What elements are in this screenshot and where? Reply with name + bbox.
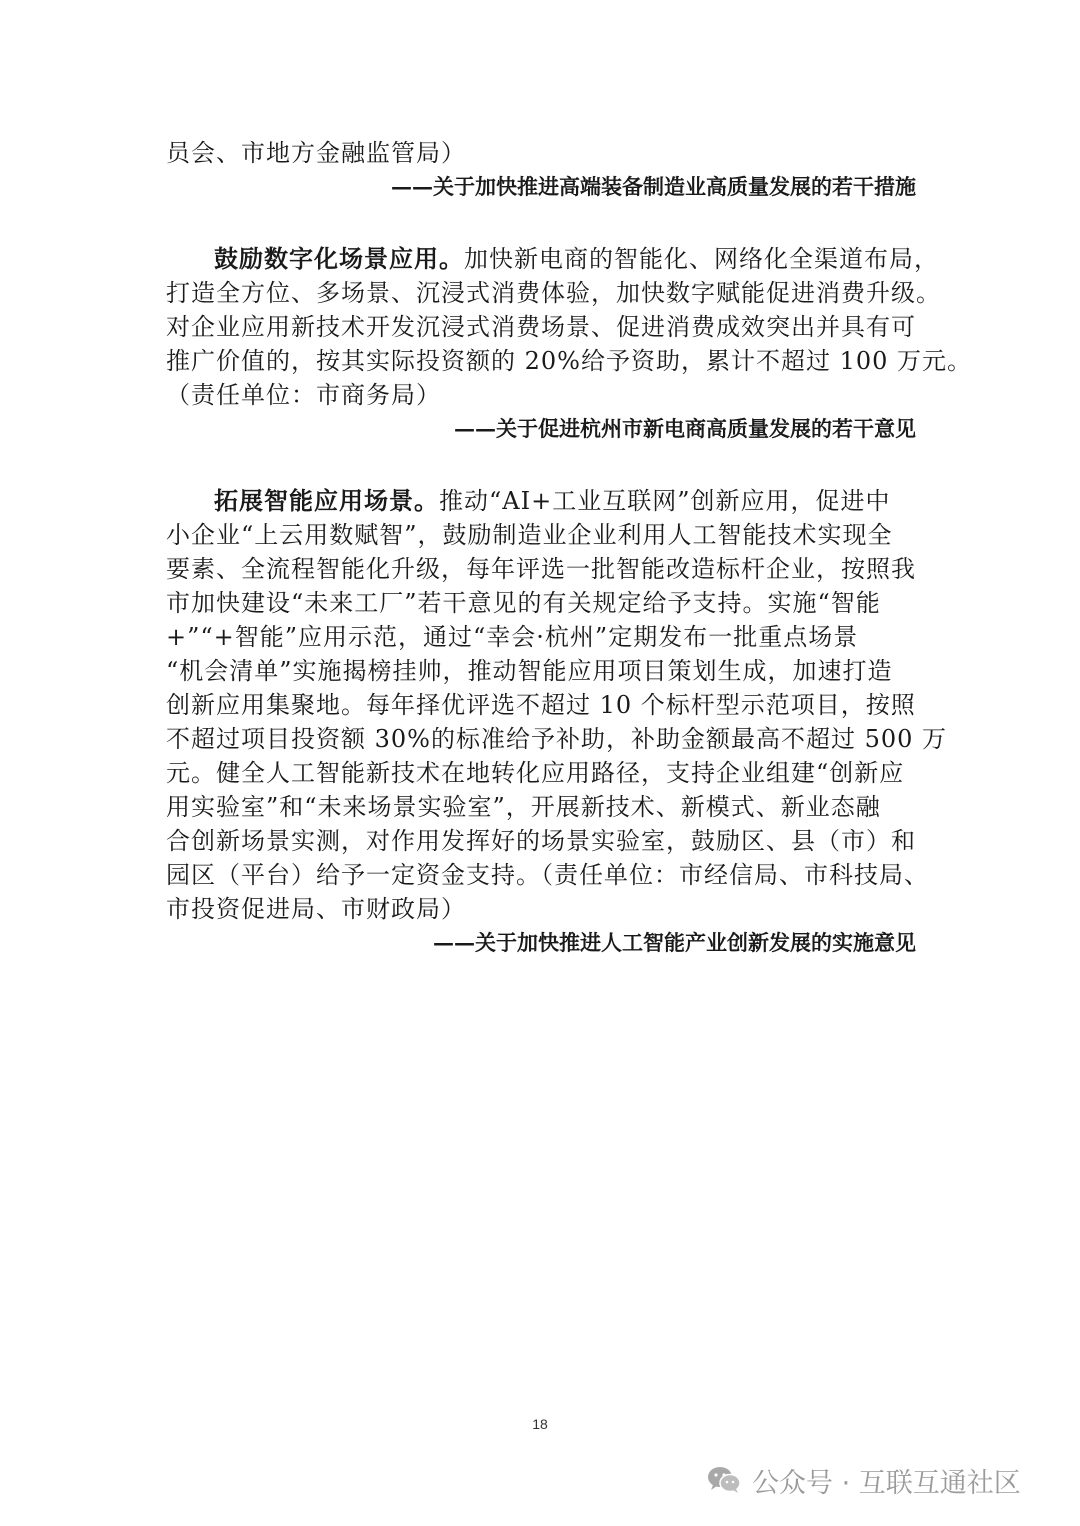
source-citation: ——关于加快推进人工智能产业创新发展的实施意见 bbox=[433, 930, 916, 955]
paragraph-continuation bbox=[166, 136, 916, 170]
paragraph-digital-scenarios bbox=[166, 242, 973, 412]
text-line: 对企业应用新技术开发沉浸式消费场景、促进消费成效突出并具有可 bbox=[166, 313, 916, 341]
paragraph-ai-scenarios bbox=[166, 484, 948, 926]
text-line: 不超过项目投资额 30%的标准给予补助，补助金额最高不超过 500 万 bbox=[166, 725, 948, 753]
text-line: 市加快建设“未来工厂”若干意见的有关规定给予支持。实施“智能 bbox=[166, 589, 881, 617]
text-line: 小企业“上云用数赋智”，鼓励制造业企业利用人工智能技术实现全 bbox=[166, 521, 893, 549]
text-line: 要素、全流程智能化升级，每年评选一批智能改造标杆企业，按照我 bbox=[166, 555, 916, 583]
text-run: 推动“AI+工业互联网”创新应用，促进中 bbox=[439, 487, 891, 515]
watermark bbox=[706, 1460, 1021, 1500]
paragraph-heading: 鼓励数字化场景应用。 bbox=[214, 244, 464, 273]
text-line: 用实验室”和“未来场景实验室”，开展新技术、新模式、新业态融 bbox=[166, 793, 881, 821]
text-line: 创新应用集聚地。每年择优评选不超过 10 个标杆型示范项目，按照 bbox=[166, 691, 916, 719]
text-line: 推广价值的，按其实际投资额的 20%给予资助，累计不超过 100 万元。 bbox=[166, 347, 973, 375]
text-line: 员会、市地方金融监管局） bbox=[166, 139, 466, 167]
watermark-text: 公众号 · 互联互通社区 bbox=[752, 1467, 1021, 1499]
text-line-first bbox=[166, 242, 939, 276]
text-run: 加快新电商的智能化、网络化全渠道布局， bbox=[464, 245, 939, 273]
document-body bbox=[166, 136, 973, 960]
text-line: （责任单位：市商务局） bbox=[166, 381, 441, 409]
paragraph-heading: 拓展智能应用场景。 bbox=[214, 486, 439, 515]
text-line: 市投资促进局、市财政局） bbox=[166, 895, 466, 923]
text-line: 园区（平台）给予一定资金支持。（责任单位：市经信局、市科技局、 bbox=[166, 861, 929, 889]
text-line: “机会清单”实施揭榜挂帅，推动智能应用项目策划生成，加速打造 bbox=[166, 657, 893, 685]
text-line: 元。健全人工智能新技术在地转化应用路径，支持企业组建“创新应 bbox=[166, 759, 905, 787]
source-citation: ——关于促进杭州市新电商高质量发展的若干意见 bbox=[454, 416, 916, 441]
page-number: 18 bbox=[532, 1416, 548, 1432]
text-line: +”“+智能”应用示范，通过“幸会·杭州”定期发布一批重点场景 bbox=[166, 623, 859, 651]
text-line: 合创新场景实测，对作用发挥好的场景实验室，鼓励区、县（市）和 bbox=[166, 827, 916, 855]
text-line-first bbox=[166, 484, 916, 518]
text-line: 打造全方位、多场景、沉浸式消费体验，加快数字赋能促进消费升级。 bbox=[166, 279, 941, 307]
source-citation: ——关于加快推进高端装备制造业高质量发展的若干措施 bbox=[391, 174, 916, 199]
wechat-icon bbox=[706, 1465, 742, 1495]
